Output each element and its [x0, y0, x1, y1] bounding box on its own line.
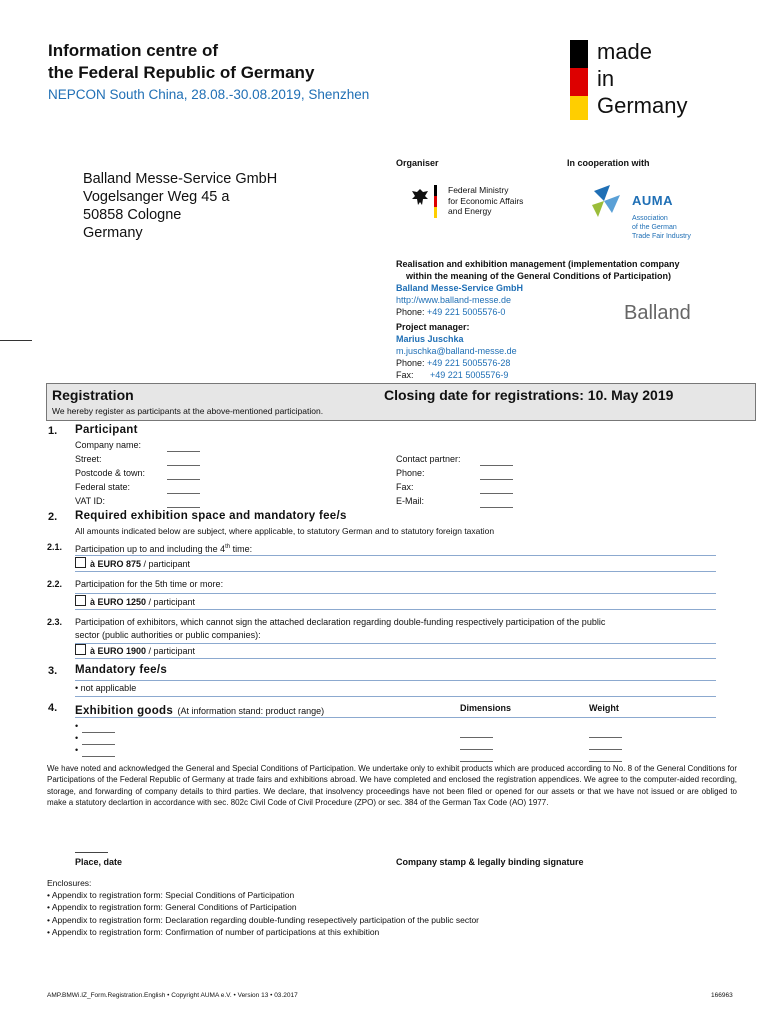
option-875[interactable]: à EURO 875 / participant	[75, 557, 190, 571]
balland-logo: Balland	[624, 302, 691, 324]
project-manager-email[interactable]: m.juschka@balland-messe.de	[396, 346, 517, 356]
section-2-3-text: Participation of exhibitors, which cannot sign the attached declaration regarding double-funding respectively participation of the public sector (public authorities or public companies):	[75, 617, 606, 640]
section-2-1-text: Participation up to and including the 4th time:	[75, 544, 253, 554]
company-name-label: Company name:	[75, 440, 142, 450]
auma-line-1: Association	[632, 215, 668, 222]
auma-line-2: of the German	[632, 224, 677, 231]
fax-field[interactable]	[480, 484, 513, 494]
pm-fax-label: Fax:	[396, 370, 414, 380]
contact-field[interactable]	[480, 456, 513, 466]
section-2-3-number: 2.3.	[47, 617, 63, 627]
postcode-field[interactable]	[167, 470, 200, 480]
enclosure-item: • Appendix to registration form: Declaration regarding double-funding resepectively participation of the public sector	[47, 914, 479, 925]
option-1900-price: à EURO 1900	[90, 646, 147, 656]
tax-note: All amounts indicated below are subject, where applicable, to statutory German and to statutory foreign taxation	[75, 526, 495, 536]
section-2-2-number: 2.2.	[47, 579, 63, 589]
option-1900[interactable]: à EURO 1900 / participant	[75, 644, 195, 658]
section-4-subtitle: (At information stand: product range)	[177, 706, 325, 716]
auma-logo	[590, 183, 720, 243]
auma-name: AUMA	[632, 193, 673, 208]
enclosure-item: • Appendix to registration form: Special Conditions of Participation	[47, 890, 295, 901]
participant-fields-left	[75, 439, 200, 509]
management-block	[396, 258, 756, 381]
section-1-number: 1.	[48, 425, 58, 437]
ministry-line-2: for Economic Affairs	[448, 195, 524, 206]
option-1250-price: à EURO 1250	[90, 597, 147, 607]
section-3-number: 3.	[48, 665, 58, 677]
goods-bullet: •	[75, 745, 79, 755]
street-label: Street:	[75, 454, 102, 464]
phone-label: Phone:	[396, 307, 425, 317]
registration-header	[46, 383, 756, 421]
section-1-title: Participant	[75, 424, 138, 436]
dimensions-field-3[interactable]	[460, 752, 493, 762]
option-875-price: à EURO 875	[90, 559, 142, 569]
pm-phone-label: Phone:	[396, 358, 425, 368]
goods-bullet: •	[75, 733, 79, 743]
management-website[interactable]: http://www.balland-messe.de	[396, 295, 512, 305]
state-label: Federal state:	[75, 482, 131, 492]
flag-red	[570, 68, 588, 96]
phone-field[interactable]	[480, 470, 513, 480]
weight-header: Weight	[589, 703, 619, 713]
page-title	[48, 40, 314, 84]
registration-title: Registration	[52, 387, 134, 403]
section-2-1-number: 2.1.	[47, 542, 63, 552]
closing-date: Closing date for registrations: 10. May 2019	[384, 387, 674, 403]
option-1250[interactable]: à EURO 1250 / participant	[75, 595, 195, 609]
weight-fields	[589, 720, 622, 756]
project-manager-label: Project manager:	[396, 322, 470, 332]
stamp-signature-label: Company stamp & legally binding signature	[396, 857, 584, 867]
section-4-title: Exhibition goods	[75, 705, 174, 717]
option-1250-checkbox[interactable]	[75, 595, 86, 606]
goods-bullet: •	[75, 721, 79, 731]
enclosures-label: Enclosures:	[47, 878, 92, 888]
ministry-logo	[410, 185, 540, 219]
logo-made: made	[597, 39, 653, 64]
eagle-icon	[410, 187, 430, 209]
ministry-line-1: Federal Ministry	[448, 185, 509, 195]
made-in-germany-logo	[570, 40, 710, 124]
postcode-label: Postcode & town:	[75, 468, 146, 478]
management-heading-2: within the meaning of the General Conditions of Participation)	[406, 271, 672, 281]
flag-black	[570, 40, 588, 68]
title-line-1: Information centre of	[48, 41, 219, 60]
street-field[interactable]	[167, 456, 200, 466]
section-4-number: 4.	[48, 702, 58, 714]
enclosure-item: • Appendix to registration form: General Conditions of Participation	[47, 902, 297, 913]
management-phone: +49 221 5005576-0	[427, 307, 506, 317]
management-company: Balland Messe-Service GmbH	[396, 283, 524, 293]
goods-rows	[75, 720, 115, 756]
ministry-line-3: and Energy	[448, 206, 492, 216]
weight-field-3[interactable]	[589, 752, 622, 762]
pm-fax: +49 221 5005576-9	[430, 370, 509, 380]
vat-label: VAT ID:	[75, 496, 106, 506]
state-field[interactable]	[167, 484, 200, 494]
auma-mark-icon	[590, 183, 628, 221]
section-3-title: Mandatory fee/s	[75, 664, 168, 676]
pm-phone: +49 221 5005576-28	[427, 358, 511, 368]
address-line-3: 50858 Cologne	[83, 207, 182, 223]
enclosure-item: • Appendix to registration form: Confirmation of number of participations at this exhibition	[47, 926, 380, 937]
management-heading-1: Realisation and exhibition management (implementation company	[396, 259, 680, 269]
enclosures	[47, 877, 479, 938]
goods-field-3[interactable]	[82, 747, 115, 757]
dimensions-header: Dimensions	[460, 703, 512, 713]
footer-left: AMP.BMWi.IZ_Form.Registration.English • Copyright AUMA e.V. • Version 13 • 03.2017	[47, 992, 298, 999]
participant-fields-right	[396, 453, 513, 509]
logo-germany: Germany	[597, 93, 688, 118]
event-subtitle: NEPCON South China, 28.08.-30.08.2019, Shenzhen	[48, 87, 370, 102]
option-875-checkbox[interactable]	[75, 557, 86, 568]
email-field-label: E-Mail:	[396, 496, 425, 506]
recipient-address	[83, 170, 277, 242]
logo-in: in	[597, 66, 615, 91]
address-line-2: Vogelsanger Weg 45 a	[83, 189, 230, 205]
place-date-label: Place, date	[75, 857, 123, 867]
flag-gold	[570, 96, 588, 120]
company-name-field[interactable]	[167, 442, 200, 452]
email-field[interactable]	[480, 498, 513, 508]
cooperation-label: In cooperation with	[567, 158, 650, 168]
dimensions-fields	[460, 720, 493, 756]
footer-right: 166963	[711, 992, 733, 999]
section-2-2-text: Participation for the 5th time or more:	[75, 579, 224, 589]
phone-field-label: Phone:	[396, 468, 425, 478]
contact-label: Contact partner:	[396, 454, 461, 464]
project-manager-name: Marius Juschka	[396, 334, 464, 344]
address-line-4: Germany	[83, 225, 143, 241]
organiser-label: Organiser	[396, 158, 439, 168]
section-2-number: 2.	[48, 511, 58, 523]
option-1900-checkbox[interactable]	[75, 644, 86, 655]
section-2-title: Required exhibition space and mandatory fee/s	[75, 510, 347, 522]
auma-line-3: Trade Fair Industry	[632, 233, 691, 240]
declaration-text: We have noted and acknowledged the General and Special Conditions of Participation. We undertake only to exhibit products which are produced according to No. 8 of the General Conditions for Participations of the Federal Republic of Germany at trade fairs and exhibitions abroad. We have completed and enclosed the registration appendices. We agree to the computer-aided recording, storage, and forwarding of company details to third parties. We declare, that insolvency proceedings have not been filed or opened for our assets or that we have not issued or are obliged to make a statutory declartion in accordance with sec. 802c Civil Code of Civil Procedure (ZPO) or sec. 384 of the German Tax Code (AO) 1977.	[47, 764, 737, 807]
mandatory-fee-item: • not applicable	[75, 683, 137, 693]
fax-field-label: Fax:	[396, 482, 414, 492]
place-date-line[interactable]	[75, 852, 108, 853]
registration-intro: We hereby register as participants at the above-mentioned participation.	[52, 406, 324, 416]
title-line-2: the Federal Republic of Germany	[48, 63, 315, 82]
fold-mark	[0, 340, 32, 341]
vat-field[interactable]	[167, 498, 200, 508]
address-line-1: Balland Messe-Service GmbH	[83, 171, 278, 187]
